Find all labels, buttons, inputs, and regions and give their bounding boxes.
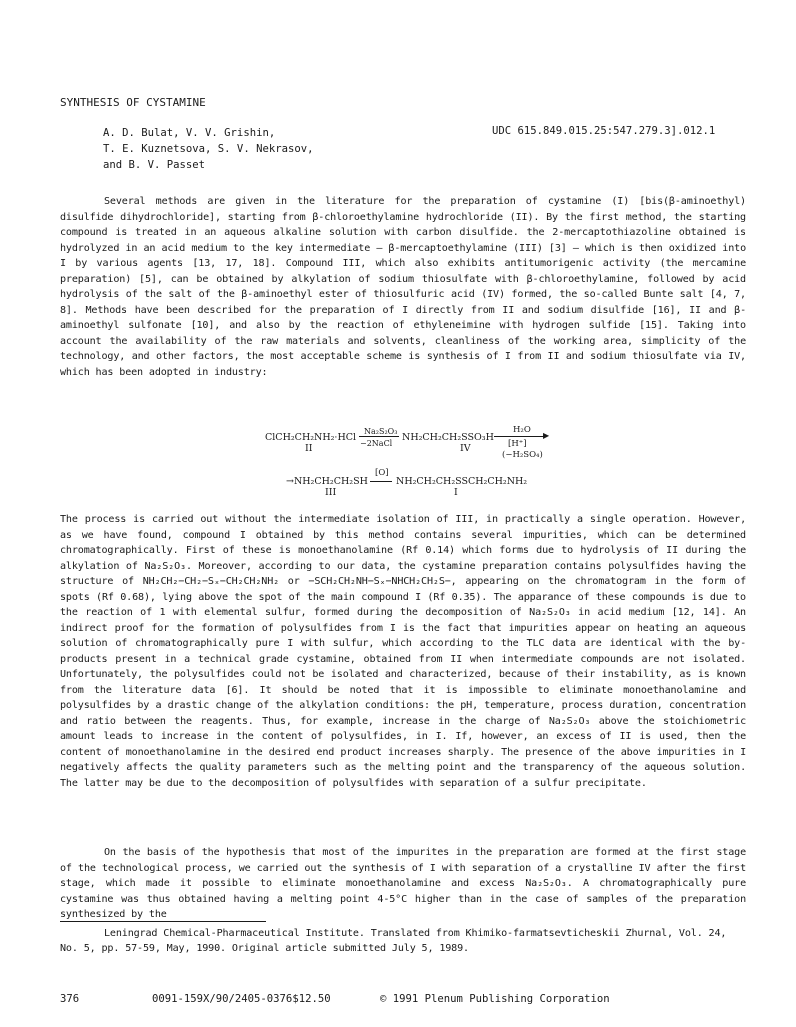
scheme-arrow-1 <box>359 436 399 437</box>
paragraph-hypothesis: On the basis of the hypothesis that most of the impurites in the preparation are formed at the first stage of the technological process, we carried out the synthesis of I with separation of a crystalline IV after the first stage, which made it possible to eliminate monoethanolamine and excess Na₂S₂O₃. A chromatographically pure cystamine was thus obtained having a melting point 4-5°C higher than in the case of samples of the preparation synthesized by the <box>60 847 746 920</box>
scheme-arrow-2 <box>494 436 546 437</box>
paragraph-process: The process is carried out without the intermediate isolation of III, in practically a single operation. However, as we have found, compound I obtained by this method contains several impurities, which can be determined chromatographically. First of these is monoethanolamine (Rf 0.14) which forms due to hydrolysis of II during the alkylation of Na₂S₂O₃. Moreover, according to our data, the cystamine preparation contains polysulfides having the structure of NH₂CH₂−CH₂−Sₓ−CH₂CH₂NH₂ or −SCH₂CH₂NH−Sₓ−NHCH₂CH₂S−, appearing on the chromatogram in the form of spots (Rf 0.68), lying above the spot of the main compound I (Rf 0.35). The apparance of these compounds is due to the reaction of 1 with elemental sulfur, formed during the decomposition of Na₂S₂O₃ in acid medium [12, 14]. An indirect proof for the formation of polysulfides from I is the fact that impurities appear on heating an aqueous solution of chromatographically pure I with sulfur, which according to the TLC data are identical with the by-products present in a technical grade cystamine, obtained from II when intermediate compounds are not isolated. Unfortunately, the polysulfides could not be isolated and characterized, because of their instability, as is known from the literature data [6]. It should be noted that it is impossible to eliminate monoethanolamine and polysulfides by a drastic change of the alkylation conditions: the pH, temperature, process duration, concentration and ratio between the reagents. Thus, for example, increase in the charge of Na₂S₂O₃ above the stoichiometric amount leads to increase in the content of polysulfides, in I. If, however, an excess of II is used, then the content of monoethanolamine in the desired end product increases sharply. The presence of the above impurities in I negatively affects the quality parameters such as the melting point and the transparency of the aqueous solution. The latter may be due to the decomposition of polysulfides with separation of a sulfur precipitate. <box>60 514 746 789</box>
paper-title: SYNTHESIS OF CYSTAMINE <box>60 96 206 109</box>
copyright-notice: © 1991 Plenum Publishing Corporation <box>380 993 610 1005</box>
scheme-reactant-label: II <box>305 443 313 454</box>
scheme-reagent1-top: Na₂S₂O₃ <box>364 427 398 436</box>
udc-code: UDC 615.849.015.25:547.279.3].012.1 <box>492 125 716 137</box>
author-line: and B. V. Passet <box>103 159 206 171</box>
footnote: Leningrad Chemical-Pharmaceutical Institute. Translated from Khimiko-farmatsevticheskii Zhurnal, Vol. 24, No. 5, pp. 57-59, May, 1990. Original article submitted July 5, 1989. <box>60 928 727 954</box>
author-line: T. E. Kuznetsova, S. V. Nekrasov, <box>103 143 314 155</box>
scheme-reagent1-bottom: −2NaCl <box>360 439 393 448</box>
scheme-oxidant: [O] <box>375 468 389 478</box>
author-list <box>103 125 313 173</box>
scheme-product-label: I <box>454 487 458 498</box>
scheme-arrowhead-2: ▶ <box>543 431 550 440</box>
scheme-reagent2-mid: [H⁺] <box>508 439 527 449</box>
footnote-divider <box>60 921 266 922</box>
scheme-product: NH₂CH₂CH₂SSCH₂CH₂NH₂ <box>396 476 528 487</box>
article-code: 0091-159X/90/2405-0376$12.50 <box>152 993 331 1005</box>
paragraph-intro: Several methods are given in the literature for the preparation of cystamine (I) [bis(β-aminoethyl) disulfide dihydrochloride], starting from β-chloroethylamine hydrochloride (II). By the first method, the starting compound is treated in an aqueous alkaline solution with carbon disulfide. the 2-mercaptothiazoline obtained is hydrolyzed in an acid medium to the key intermediate — β-mercaptoethylamine (III) [3] — which is then oxidized into I by various agents [13, 17, 18]. Compound III, which also exhibits antitumorigenic activity (the mercamine preparation) [5], can be obtained by alkylation of sodium thiosulfate with β-chloroethylamine, followed by acid hydrolysis of the salt of the β-aminoethyl ester of thiosulfuric acid (IV) formed, the so-called Bunte salt [4, 7, 8]. Methods have been described for the preparation of I directly from II and sodium disulfide [16], II and β-aminoethyl sulfonate [10], and also by the reaction of ethyleneimine with hydrogen sulfide [15]. Taking into account the availability of the raw materials and solvents, cleanliness of the working area, simplicity of the technology, and other factors, the most acceptable scheme is synthesis of I from II and sodium thiosulfate via IV, which has been adopted in industry: <box>60 196 746 378</box>
scheme-reactant: ClCH₂CH₂NH₂·HCl <box>265 432 357 443</box>
author-line: A. D. Bulat, V. V. Grishin, <box>103 127 276 139</box>
scheme-intermediate-label: IV <box>460 443 471 454</box>
page-number: 376 <box>60 993 80 1005</box>
scheme-reagent2-top: H₂O <box>513 425 531 435</box>
scheme-thiol: →NH₂CH₂CH₂SH <box>286 476 368 487</box>
scheme-thiol-label: III <box>325 487 337 498</box>
scheme-arrow-3 <box>370 481 392 482</box>
scheme-reagent2-bottom: (−H₂SO₄) <box>502 450 543 460</box>
scheme-intermediate: NH₂CH₂CH₂SSO₃H <box>402 432 494 443</box>
